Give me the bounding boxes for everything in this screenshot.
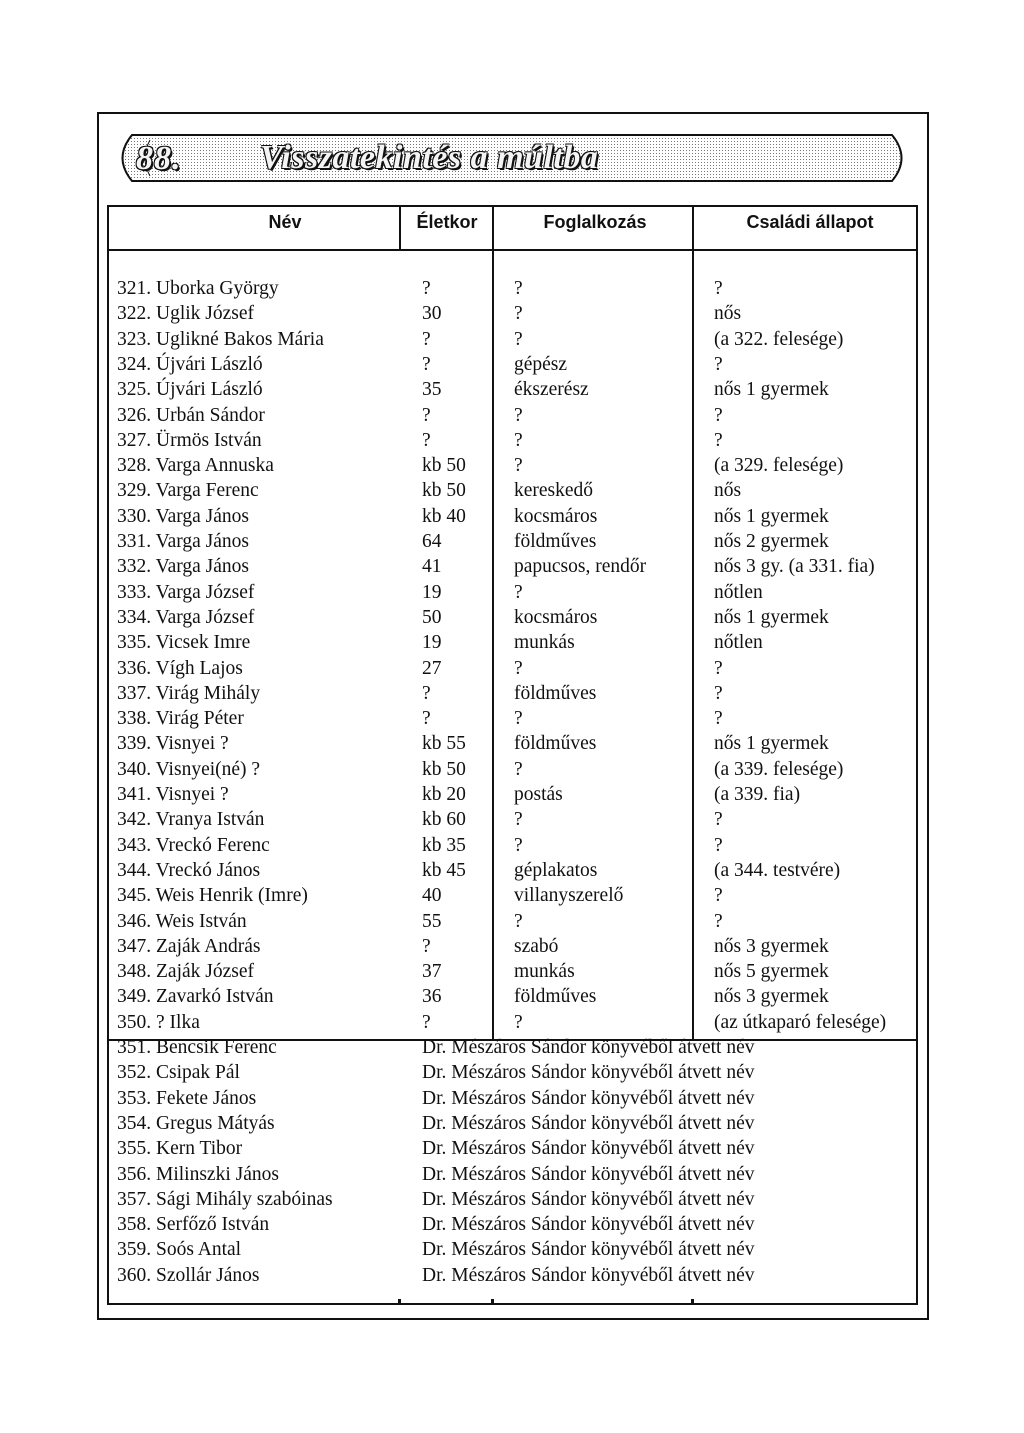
person-name: 348. Zaják József <box>117 961 254 983</box>
table-row <box>0 959 1024 984</box>
table-row <box>0 681 1024 706</box>
person-age: ? <box>422 1011 431 1033</box>
person-name: 344. Vreckó János <box>117 859 261 881</box>
person-age: 50 <box>422 606 442 628</box>
source-note: Dr. Mészáros Sándor könyvéből átvett név <box>422 1112 755 1134</box>
person-occupation: villanyszerelő <box>514 885 624 907</box>
person-occupation: ? <box>514 328 523 350</box>
header-name: Név <box>268 212 302 232</box>
table-row <box>0 327 1024 352</box>
table-row <box>0 858 1024 883</box>
person-occupation: géplakatos <box>514 859 598 881</box>
person-occupation: ? <box>514 708 523 730</box>
person-marital-status: (a 322. felesége) <box>714 328 844 350</box>
person-name: 352. Csipak Pál <box>117 1062 240 1084</box>
person-marital-status: nőtlen <box>714 632 763 654</box>
tick-mark <box>398 1299 401 1303</box>
table-row <box>0 1086 1024 1111</box>
person-age: kb 20 <box>422 784 466 805</box>
person-occupation: ? <box>514 910 523 932</box>
table-row <box>0 1263 1024 1288</box>
person-marital-status: ? <box>714 682 723 704</box>
person-name: 321. Uborka György <box>117 278 279 299</box>
person-occupation: ? <box>514 834 523 856</box>
person-marital-status: nős 1 gyermek <box>714 733 829 755</box>
person-name: 333. Varga József <box>117 581 255 603</box>
person-occupation: munkás <box>514 961 575 983</box>
person-marital-status: ? <box>714 353 723 375</box>
person-name: 322. Uglik József <box>117 303 255 325</box>
person-age: 40 <box>422 885 442 907</box>
person-marital-status: nős 1 gyermek <box>714 606 829 628</box>
person-occupation: ? <box>514 429 523 451</box>
person-occupation: szabó <box>514 935 559 957</box>
table-row <box>0 934 1024 959</box>
table-row <box>0 1162 1024 1187</box>
person-name: 328. Varga Annuska <box>117 455 274 477</box>
person-occupation: ? <box>514 657 523 679</box>
tick-mark <box>491 1299 494 1303</box>
person-age: ? <box>422 935 431 957</box>
person-name: 325. Újvári László <box>117 379 263 401</box>
person-marital-status: (az útkaparó felesége) <box>714 1011 887 1033</box>
person-name: 331. Varga János <box>117 531 249 552</box>
person-name: 355. Kern Tibor <box>117 1138 243 1160</box>
person-name: 353. Fekete János <box>117 1087 257 1109</box>
person-name: 329. Varga Ferenc <box>117 480 259 502</box>
person-occupation: ékszerész <box>514 379 589 401</box>
source-note: Dr. Mészáros Sándor könyvéből átvett név <box>422 1163 755 1185</box>
table-row <box>0 984 1024 1009</box>
table-row <box>0 782 1024 807</box>
table-row <box>0 276 1024 301</box>
person-name: 334. Varga József <box>117 606 255 628</box>
person-marital-status: nős <box>714 480 742 502</box>
person-age: 19 <box>422 581 442 603</box>
person-name: 349. Zavarkó István <box>117 986 274 1008</box>
person-age: ? <box>422 353 431 375</box>
person-marital-status: ? <box>714 278 723 299</box>
person-marital-status: ? <box>714 429 723 451</box>
person-marital-status: nős 1 gyermek <box>714 505 829 527</box>
person-marital-status: ? <box>714 708 723 730</box>
table-row <box>0 883 1024 908</box>
person-age: ? <box>422 404 431 426</box>
person-occupation: ? <box>514 404 523 426</box>
person-name: 335. Vicsek Imre <box>117 632 251 654</box>
person-marital-status: (a 329. felesége) <box>714 455 844 477</box>
person-name: 358. Serfőző István <box>117 1214 270 1236</box>
table-row <box>0 731 1024 756</box>
person-age: kb 60 <box>422 809 466 831</box>
person-marital-status: nős 3 gy. (a 331. fia) <box>714 556 875 578</box>
table-row <box>0 453 1024 478</box>
person-marital-status: nős 5 gyermek <box>714 961 829 983</box>
table-row <box>0 909 1024 934</box>
table-row <box>0 605 1024 630</box>
source-note: Dr. Mészáros Sándor könyvéből átvett név <box>422 1239 755 1261</box>
person-name: 340. Visnyei(né) ? <box>117 758 261 780</box>
person-age: 55 <box>422 910 442 932</box>
table-row <box>0 757 1024 782</box>
title-banner <box>110 132 914 184</box>
header-occupation: Foglalkozás <box>543 212 647 232</box>
person-age: 37 <box>422 961 442 983</box>
person-occupation: ? <box>514 455 523 477</box>
person-marital-status: nős 3 gyermek <box>714 986 829 1008</box>
person-marital-status: (a 339. felesége) <box>714 758 844 780</box>
person-marital-status: ? <box>714 910 723 932</box>
source-note: Dr. Mészáros Sándor könyvéből átvett név <box>422 1037 755 1058</box>
table-row <box>0 554 1024 579</box>
section-title: Visszatekintés a múltba <box>260 139 599 176</box>
person-age: 19 <box>422 632 442 654</box>
person-marital-status: ? <box>714 657 723 679</box>
person-name: 346. Weis István <box>117 910 247 932</box>
source-note: Dr. Mészáros Sándor könyvéből átvett név <box>422 1138 755 1160</box>
person-occupation: ? <box>514 1011 523 1033</box>
table-row <box>0 352 1024 377</box>
table-row <box>0 1136 1024 1161</box>
source-note: Dr. Mészáros Sándor könyvéből átvett név <box>422 1188 755 1210</box>
person-age: 35 <box>422 379 442 401</box>
person-name: 342. Vranya István <box>117 809 265 831</box>
person-age: 30 <box>422 303 442 325</box>
table-row <box>0 1111 1024 1136</box>
table-row <box>0 1212 1024 1237</box>
source-note: Dr. Mészáros Sándor könyvéből átvett név <box>422 1264 755 1286</box>
person-name: 324. Újvári László <box>117 353 263 375</box>
person-age: ? <box>422 328 431 350</box>
person-occupation: papucsos, rendőr <box>514 556 647 578</box>
person-occupation: földműves <box>514 733 597 755</box>
person-age: ? <box>422 278 431 299</box>
person-occupation: gépész <box>514 353 568 375</box>
person-occupation: földműves <box>514 682 597 704</box>
person-name: 347. Zaják András <box>117 935 261 957</box>
person-name: 356. Milinszki János <box>117 1163 279 1185</box>
section-number: 88. <box>136 140 182 177</box>
person-occupation: munkás <box>514 632 575 654</box>
person-age: 64 <box>422 531 442 552</box>
person-age: 41 <box>422 556 442 578</box>
person-marital-status: nős <box>714 303 742 325</box>
person-marital-status: (a 344. testvére) <box>714 859 841 881</box>
table-row <box>0 833 1024 858</box>
person-name: 338. Virág Péter <box>117 708 244 730</box>
table-row <box>0 504 1024 529</box>
person-name: 359. Soós Antal <box>117 1239 242 1261</box>
person-age: kb 55 <box>422 733 466 755</box>
tick-mark <box>691 1299 694 1303</box>
table-row <box>0 807 1024 832</box>
person-name: 339. Visnyei ? <box>117 733 229 755</box>
table-row <box>0 1010 1024 1035</box>
source-note: Dr. Mészáros Sándor könyvéből átvett név <box>422 1214 755 1236</box>
person-marital-status: nős 1 gyermek <box>714 379 829 401</box>
person-name: 332. Varga János <box>117 556 249 578</box>
table-row <box>0 403 1024 428</box>
person-occupation: ? <box>514 278 523 299</box>
person-occupation: földműves <box>514 986 597 1008</box>
header-age: Életkor <box>416 212 478 232</box>
person-occupation: kocsmáros <box>514 505 598 527</box>
person-name: 337. Virág Mihály <box>117 682 261 704</box>
person-occupation: kocsmáros <box>514 606 598 628</box>
person-marital-status: nős 3 gyermek <box>714 935 829 957</box>
person-name: 354. Gregus Mátyás <box>117 1112 275 1134</box>
person-occupation: földműves <box>514 531 597 552</box>
person-occupation: postás <box>514 784 563 805</box>
person-occupation: kereskedő <box>514 480 594 502</box>
table-row <box>0 580 1024 605</box>
person-name: 360. Szollár János <box>117 1264 260 1286</box>
person-marital-status: nős 2 gyermek <box>714 531 829 552</box>
person-name: 341. Visnyei ? <box>117 784 229 805</box>
person-age: kb 45 <box>422 859 466 881</box>
person-age: 27 <box>422 657 442 679</box>
person-age: ? <box>422 708 431 730</box>
source-note: Dr. Mészáros Sándor könyvéből átvett név <box>422 1087 755 1109</box>
table-row <box>0 478 1024 503</box>
person-name: 357. Sági Mihály szabóinas <box>117 1188 333 1210</box>
table-row <box>0 377 1024 402</box>
person-name: 343. Vreckó Ferenc <box>117 834 270 856</box>
person-age: kb 50 <box>422 758 466 780</box>
person-name: 351. Bencsik Ferenc <box>117 1037 277 1058</box>
person-marital-status: ? <box>714 809 723 831</box>
person-name: 323. Uglikné Bakos Mária <box>117 328 324 350</box>
person-marital-status: ? <box>714 885 723 907</box>
person-name: 326. Urbán Sándor <box>117 404 265 426</box>
table-row <box>0 1237 1024 1262</box>
person-name: 327. Ürmös István <box>117 429 262 451</box>
person-age: ? <box>422 682 431 704</box>
source-note: Dr. Mészáros Sándor könyvéből átvett név <box>422 1062 755 1084</box>
person-age: kb 35 <box>422 834 466 856</box>
person-marital-status: ? <box>714 834 723 856</box>
person-occupation: ? <box>514 581 523 603</box>
person-name: 345. Weis Henrik (Imre) <box>117 885 308 907</box>
person-age: kb 50 <box>422 455 466 477</box>
person-occupation: ? <box>514 758 523 780</box>
person-age: kb 50 <box>422 480 466 502</box>
table-row <box>0 706 1024 731</box>
person-marital-status: nőtlen <box>714 581 763 603</box>
table-row <box>0 1035 1024 1060</box>
table-row <box>0 656 1024 681</box>
person-name: 336. Vígh Lajos <box>117 657 243 679</box>
person-occupation: ? <box>514 809 523 831</box>
person-occupation: ? <box>514 303 523 325</box>
table-row <box>0 630 1024 655</box>
person-name: 330. Varga János <box>117 505 249 527</box>
table-row <box>0 529 1024 554</box>
person-age: 36 <box>422 986 442 1008</box>
person-age: ? <box>422 429 431 451</box>
table-row <box>0 428 1024 453</box>
table-row <box>0 1060 1024 1085</box>
table-row <box>0 1187 1024 1212</box>
header-marital-status: Családi állapot <box>746 212 874 232</box>
person-name: 350. ? Ilka <box>117 1011 200 1033</box>
column-divider <box>399 205 401 251</box>
person-marital-status: (a 339. fia) <box>714 784 801 805</box>
person-marital-status: ? <box>714 404 723 426</box>
table-row <box>0 301 1024 326</box>
person-age: kb 40 <box>422 505 466 527</box>
